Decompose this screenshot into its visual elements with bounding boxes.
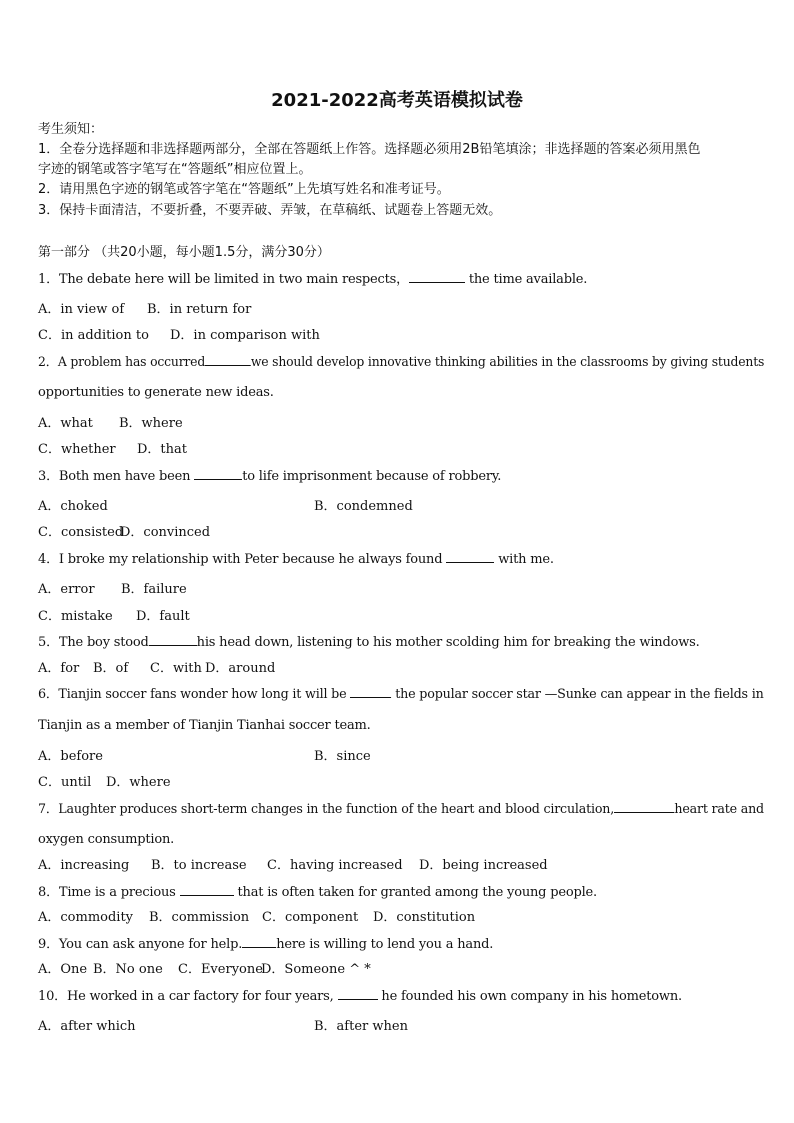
notice-line: 2．请用黑色字迹的钢笔或答字笔在“答题纸”上先填写姓名和准考证号。 — [38, 182, 450, 197]
option: A．for — [38, 661, 80, 676]
answer-blank — [409, 270, 465, 283]
answer-blank — [614, 800, 674, 813]
answer-blank — [149, 633, 197, 646]
question-stem-continued: Tianjin as a member of Tianjin Tianhai soccer team. — [38, 718, 371, 733]
question-stem: 3．Both men have been to life imprisonment because of robbery. — [38, 469, 502, 484]
section-heading: 第一部分 （共20小题，每小题1.5分，满分30分） — [38, 245, 330, 260]
option: C．with — [150, 661, 202, 676]
option: C．mistake — [38, 609, 113, 624]
option: C．component — [262, 910, 359, 925]
option: C．until — [38, 775, 92, 790]
question-stem-continued: oxygen consumption. — [38, 832, 175, 847]
option: A．increasing — [38, 858, 130, 873]
answer-blank — [242, 935, 276, 948]
option: B．to increase — [151, 858, 247, 873]
option: B．No one — [93, 962, 163, 977]
option: A．error — [38, 582, 95, 597]
option: C．consisted — [38, 525, 124, 540]
question-stem-continued: opportunities to generate new ideas. — [38, 385, 274, 400]
question-stem: 8．Time is a precious that is often taken for granted among the young people. — [38, 885, 597, 900]
option: A．in view of — [38, 302, 125, 317]
notice-heading: 考生须知： — [38, 122, 104, 137]
notice-line: 1．全卷分选择题和非选择题两部分，全部在答题纸上作答。选择题必须用2B铅笔填涂；非选择题的答案必须用黑色 — [38, 142, 701, 157]
option: C．whether — [38, 442, 116, 457]
option: A．One — [38, 962, 88, 977]
option: A．commodity — [38, 910, 134, 925]
answer-blank — [446, 550, 494, 563]
option: C．Everyone — [178, 962, 263, 977]
question-stem: 4．I broke my relationship with Peter because he always found with me. — [38, 552, 554, 567]
answer-blank — [180, 883, 234, 896]
question-stem: 9．You can ask anyone for help. here is willing to lend you a hand. — [38, 937, 494, 952]
question-stem: 2．A problem has occurred we should develop innovative thinking abilities in the classrooms by giving students — [38, 355, 765, 370]
option: D．in comparison with — [170, 328, 320, 343]
option: A．before — [38, 749, 103, 764]
option: C．having increased — [267, 858, 403, 873]
option: D．around — [205, 661, 276, 676]
option: A．choked — [38, 499, 108, 514]
answer-blank — [350, 685, 391, 698]
option: D．constitution — [373, 910, 476, 925]
question-stem: 10．He worked in a car factory for four years, he founded his own company in his hometown. — [38, 989, 682, 1004]
option: B．of — [93, 661, 129, 676]
option: B．after when — [314, 1019, 408, 1034]
option: D．being increased — [419, 858, 548, 873]
option: D．convinced — [120, 525, 211, 540]
question-stem: 5．The boy stood his head down, listening to his mother scolding him for breaking the windows. — [38, 635, 700, 650]
option: B．condemned — [314, 499, 413, 514]
question-stem: 6．Tianjin soccer fans wonder how long it will be the popular soccer star —Sunke can appear in the fields in — [38, 687, 764, 702]
option: C．in addition to — [38, 328, 149, 343]
option: A．what — [38, 416, 93, 431]
question-stem: 7．Laughter produces short-term changes in the function of the heart and blood circulation, heart rate and — [38, 802, 764, 817]
page-title: 2021-2022高考英语模拟试卷 — [271, 90, 523, 111]
answer-blank — [205, 353, 251, 366]
option: B．failure — [121, 582, 187, 597]
option: B．commission — [149, 910, 250, 925]
option: D．fault — [136, 609, 190, 624]
notice-line: 字迹的钢笔或答字笔写在“答题纸”相应位置上。 — [38, 162, 312, 177]
option: D．where — [106, 775, 171, 790]
notice-line: 3．保持卡面清洁，不要折叠，不要弄破、弄皱，在草稿纸、试题卷上答题无效。 — [38, 203, 502, 218]
option: B．in return for — [147, 302, 252, 317]
option: B．where — [119, 416, 183, 431]
option: D．that — [137, 442, 187, 457]
question-stem: 1．The debate here will be limited in two main respects， the time available. — [38, 272, 588, 287]
option: A．after which — [38, 1019, 136, 1034]
option: B．since — [314, 749, 371, 764]
answer-blank — [338, 987, 378, 1000]
option: D．Someone ^ * — [261, 962, 371, 977]
answer-blank — [194, 467, 242, 480]
